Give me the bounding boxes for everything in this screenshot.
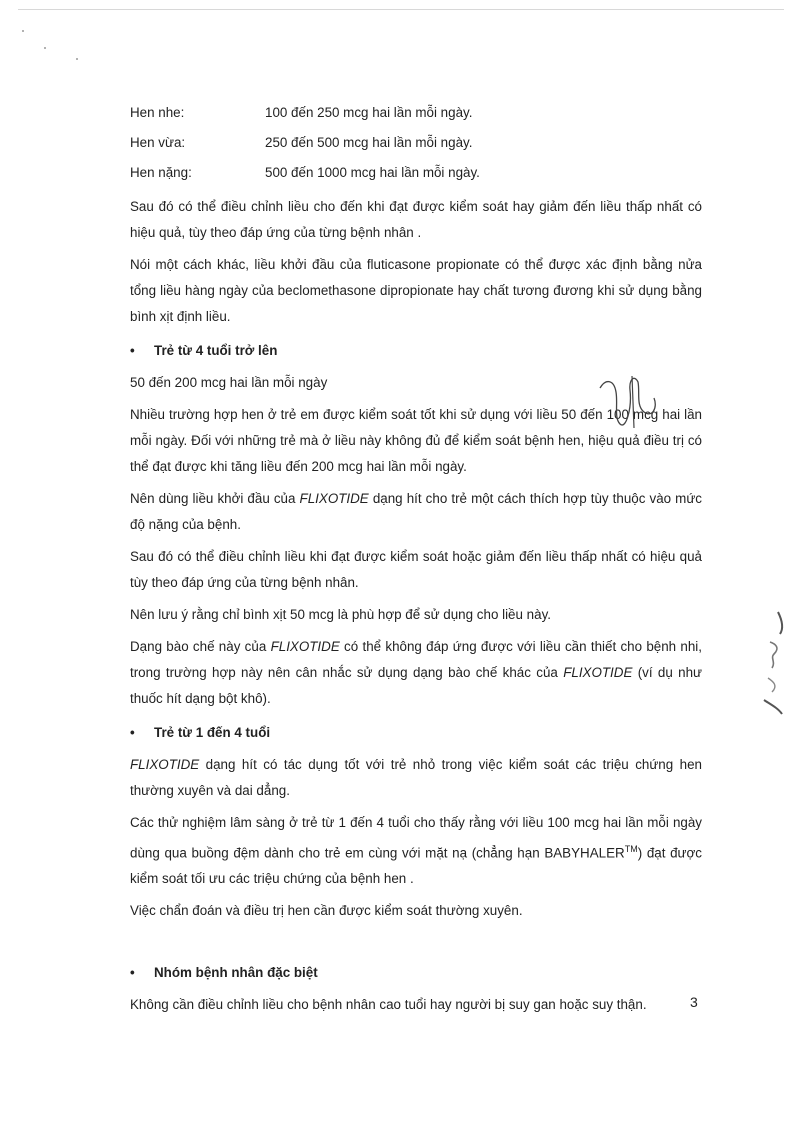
bullet-icon: •: [130, 343, 135, 358]
text-run: Nên dùng liều khởi đầu của: [130, 491, 300, 506]
paragraph-toddler-effect: [130, 752, 702, 804]
paragraph-special-populations: Không cần điều chỉnh liều cho bệnh nhân cao tuổi hay người bị suy gan hoặc suy thận.: [130, 997, 647, 1013]
text-run: (ví dụ như thuốc hít dạng bột khô).: [130, 665, 702, 706]
text-run: ) đạt được kiểm soát tối ưu các triệu chứng của bệnh hen .: [130, 845, 702, 887]
scan-speck: [22, 30, 24, 32]
paragraph-adjust-dose: Sau đó có thể điều chỉnh liều cho đến khi đạt được kiểm soát hay giảm đến liều thấp nhất có hiệu quả, tùy theo đáp ứng của từng bệnh nhân .: [130, 199, 702, 240]
section-heading-children-1-4: [130, 720, 702, 746]
text-run: có thể không đáp ứng được với liều cần thiết cho bệnh nhi, trong trường hợp này nên cân nhắc sử dụng dạng bào chế khác của: [130, 639, 702, 680]
paragraph-child-initial: [130, 486, 702, 538]
product-name: FLIXOTIDE: [130, 757, 200, 772]
handwritten-signature: [592, 368, 662, 438]
product-name: FLIXOTIDE: [563, 665, 633, 680]
dose-label: Hen vừa:: [130, 135, 186, 150]
dose-row-moderate: [130, 128, 702, 158]
paragraph-starting-dose: Nói một cách khác, liều khởi đầu của fluticasone propionate có thể được xác định bằng nửa tổng liều hàng ngày của beclomethasone dipropionate hay chất tương đương khi sử dụng bằng bình xịt định liều.: [130, 257, 702, 324]
dose-value: 500 đến 1000 mcg hai lần mỗi ngày.: [265, 165, 480, 180]
paragraph-child-adjust: Sau đó có thể điều chỉnh liều khi đạt được kiểm soát hoặc giảm đến liều thấp nhất có hiệu quả tùy theo đáp ứng của từng bệnh nhân.: [130, 549, 702, 590]
paragraph-child-control: Nhiều trường hợp hen ở trẻ em được kiểm soát tốt khi sử dụng với liều 50 đến 100 mcg hai lần mỗi ngày. Đối với những trẻ mà ở liều này không đủ để kiểm soát bệnh hen, hiệu quả điều trị có thể đạt được khi tăng liều đến 200 mcg hai lần mỗi ngày.: [130, 407, 702, 474]
paragraph-toddler-trials: [130, 810, 702, 892]
section-heading-text: Trẻ từ 4 tuổi trở lên: [154, 343, 278, 358]
top-border-line: [18, 9, 784, 10]
text-run: Dạng bào chế này của: [130, 639, 271, 654]
text-run: Các thử nghiệm lâm sàng ở trẻ từ 1 đến 4 tuổi cho thấy rằng với liều 100 mcg hai lần mỗi ngày dùng qua buồng đệm dành cho trẻ em cùng với mặt nạ (chẳng hạn BABYHALER: [130, 815, 702, 861]
dose-label: Hen nhe:: [130, 105, 185, 120]
trademark: TM: [624, 844, 638, 854]
dose-value: 250 đến 500 mcg hai lần mỗi ngày.: [265, 135, 473, 150]
bullet-icon: •: [130, 725, 135, 740]
dose-row-mild: [130, 98, 702, 128]
section-heading-text: Trẻ từ 1 đến 4 tuổi: [154, 725, 271, 740]
section-heading-special-populations: [130, 960, 702, 986]
dose-row-severe: [130, 158, 702, 188]
product-name: FLIXOTIDE: [299, 491, 369, 506]
product-name: FLIXOTIDE: [270, 639, 340, 654]
paragraph-child-dose: 50 đến 200 mcg hai lần mỗi ngày: [130, 375, 328, 390]
text-run: dạng hít cho trẻ một cách thích hợp tùy thuộc vào mức độ nặng của bệnh.: [130, 491, 702, 532]
document-body: [130, 98, 702, 1018]
dose-label: Hen nặng:: [130, 165, 192, 180]
scan-speck: [44, 47, 46, 49]
bullet-icon: •: [130, 965, 135, 981]
paragraph-toddler-monitoring: Việc chẩn đoán và điều trị hen cần được kiểm soát thường xuyên.: [130, 903, 523, 919]
margin-stamp-mark: [758, 608, 788, 718]
paragraph-child-formulation: [130, 634, 702, 712]
section-heading-text: Nhóm bệnh nhân đặc biệt: [154, 965, 318, 981]
text-run: dạng hít có tác dụng tốt với trẻ nhỏ trong việc kiểm soát các triệu chứng hen thường xuyên và dai dẳng.: [130, 757, 702, 798]
dose-value: 100 đến 250 mcg hai lần mỗi ngày.: [265, 105, 473, 120]
paragraph-child-inhaler-note: Nên lưu ý rằng chỉ bình xịt 50 mcg là phù hợp để sử dụng cho liều này.: [130, 607, 551, 622]
scan-speck: [76, 58, 78, 60]
section-heading-children-4-plus: [130, 338, 702, 364]
page-number: 3: [690, 994, 698, 1010]
